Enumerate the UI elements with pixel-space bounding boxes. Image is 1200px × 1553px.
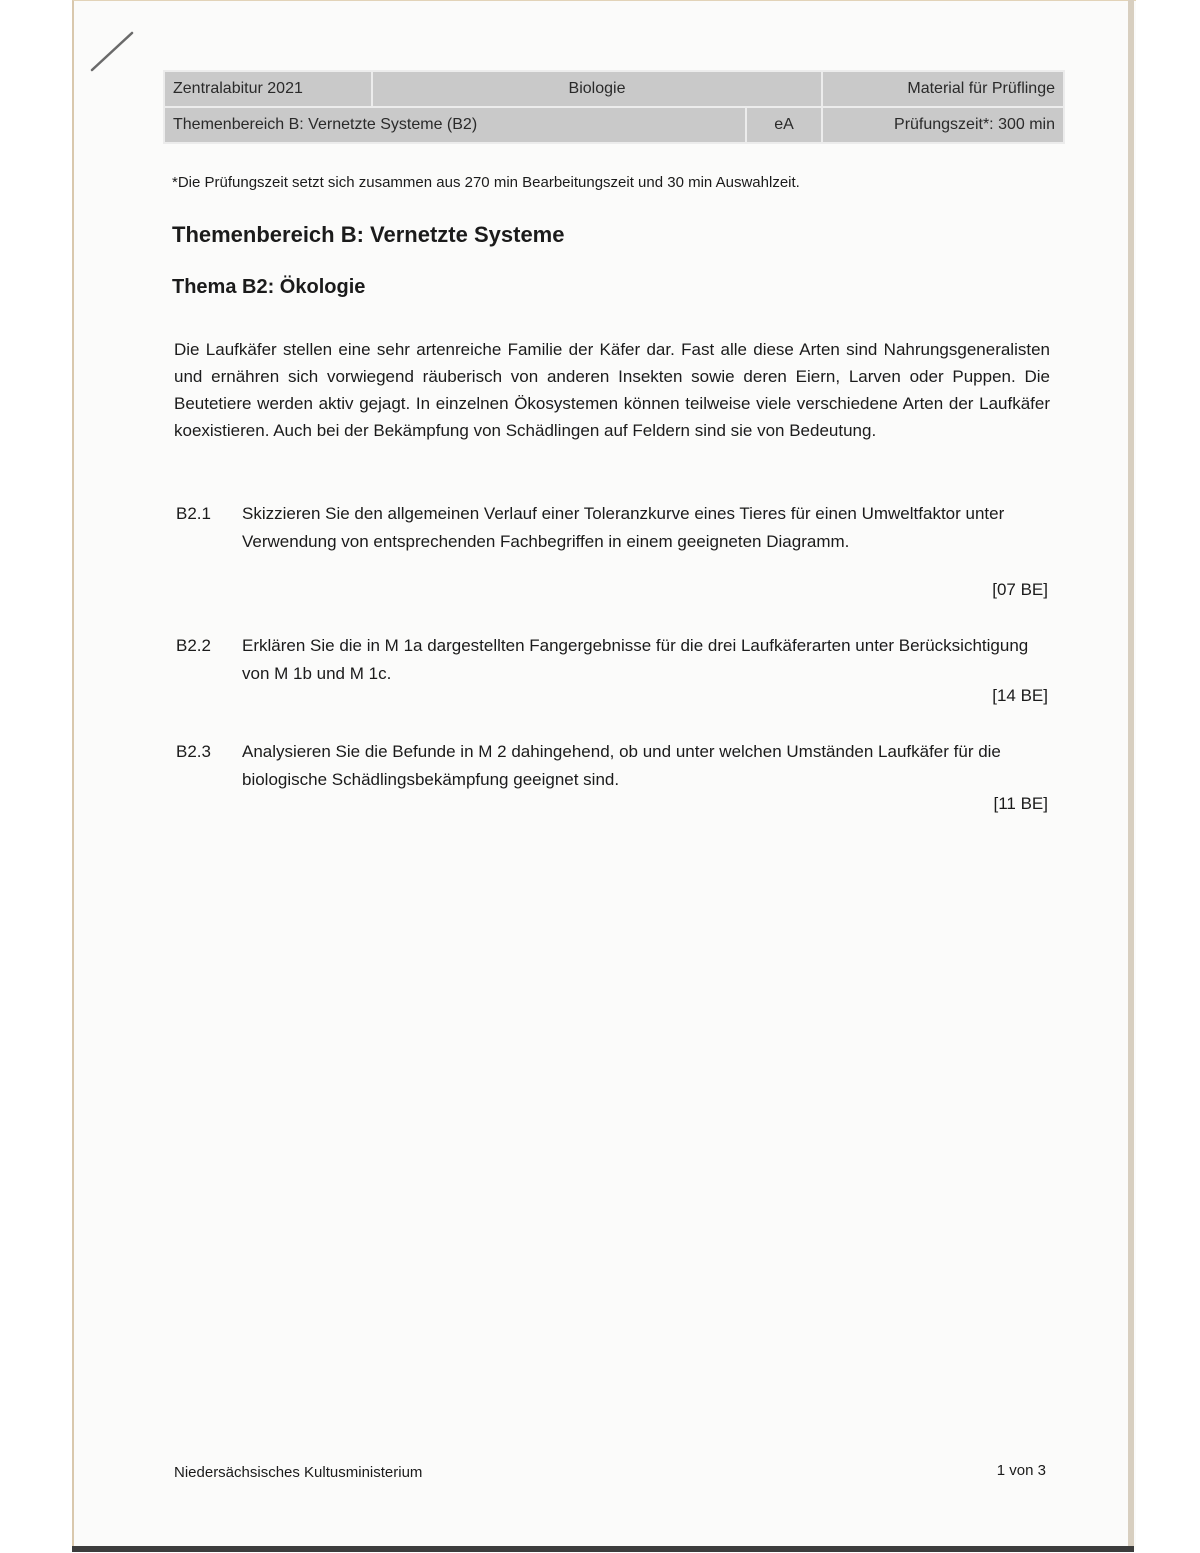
task-points: [11 BE] [993,794,1048,813]
header-exam-time: Prüfungszeit*: 300 min [822,107,1064,143]
footer-page-number: 1 von 3 [996,1462,1046,1479]
task-text: Erklären Sie die in M 1a dargestellten Fangergebnisse für die drei Laufkäferarten unter Berücksichtigung von M 1b und M 1c. [242,636,1029,683]
task-text: Skizzieren Sie den allgemeinen Verlauf einer Toleranzkurve eines Tieres für einen Umweltfaktor unter Verwendung von entsprechenden Fachbegriffen in einem geeigneten Diagramm. [242,504,1005,551]
exam-header-table [163,70,1065,144]
paper-edge-bottom [72,1546,1134,1552]
header-material-type: Material für Prüflinge [822,71,1064,107]
task-text: Analysieren Sie die Befunde in M 2 dahingehend, ob und unter welchen Umständen Laufkäfer für die biologische Schädlingsbekämpfung geeignet sind. [242,742,1001,789]
pen-stroke-mark [88,30,138,74]
footer-publisher: Niedersächsisches Kultusministerium [174,1464,423,1481]
task-points: [07 BE] [992,580,1048,599]
task-number: B2.3 [176,742,211,761]
intro-paragraph: Die Laufkäfer stellen eine sehr artenreiche Familie der Käfer dar. Fast alle diese Arten sind Nahrungsgeneralisten und ernähren sich vorwiegend räuberisch von anderen Insekten sowie deren Eiern, Larven oder Puppen. Die Beutetiere werden aktiv gejagt. In einzelnen Ökosystemen können teilweise viele verschiedene Arten der Laufkäfer koexistieren. Auch bei der Bekämpfung von Schädlingen auf Feldern sind sie von Bedeutung. [174,340,1050,440]
header-subject: Biologie [372,71,822,107]
header-row-1 [164,71,1064,107]
topic-heading: Themenbereich B: Vernetzte Systeme [172,222,565,247]
exam-time-footnote: *Die Prüfungszeit setzt sich zusammen aus 270 min Bearbeitungszeit und 30 min Auswahlzeit. [172,174,800,191]
header-topic-area: Themenbereich B: Vernetzte Systeme (B2) [164,107,746,143]
header-exam-title: Zentralabitur 2021 [164,71,372,107]
paper-edge-right [1128,0,1134,1550]
header-row-2 [164,107,1064,143]
task-number: B2.2 [176,636,211,655]
task-points: [14 BE] [992,686,1048,705]
header-level: eA [746,107,822,143]
task-number: B2.1 [176,504,211,523]
theme-heading: Thema B2: Ökologie [172,276,366,298]
